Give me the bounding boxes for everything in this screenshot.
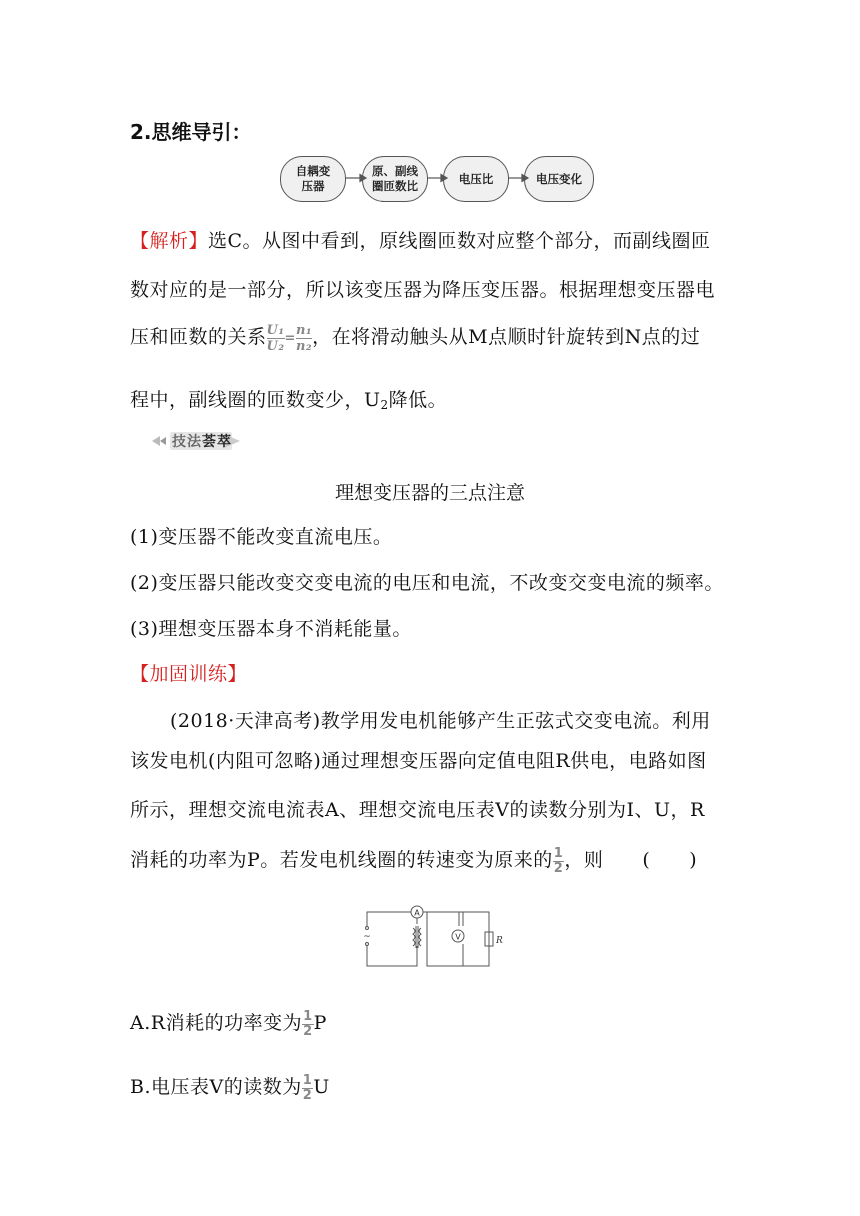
section-heading: 2.思维导引：	[130, 120, 252, 144]
circuit-diagram	[355, 900, 515, 970]
analysis-line-1: 【解析】选C。从图中看到，原线圈匝数对应整个部分，而副线圈匝	[130, 230, 711, 252]
practice-line-4: 消耗的功率为P。若发电机线圈的转速变为原来的 $\frac{1}{2}$ ，则 ( )	[130, 845, 698, 876]
flow-arrows	[340, 170, 600, 186]
source-terminal-top	[366, 927, 369, 930]
option-a: A.R消耗的功率变为 $\frac{1}{2}$ P	[130, 1008, 327, 1039]
resistor-label: R	[496, 936, 503, 946]
fraction-one-half: $\frac{1}{2}$	[553, 845, 564, 876]
option-b: B.电压表V的读数为 $\frac{1}{2}$ U	[130, 1072, 330, 1103]
tip-item-1: (1)变压器不能改变直流电压。	[130, 526, 393, 548]
practice-line-1: (2018·天津高考)教学用发电机能够产生正弦式交变电流。利用	[170, 710, 711, 732]
flow-node-2: 原、副线 圈匝数比	[362, 156, 428, 202]
tips-title: 理想变压器的三点注意	[334, 482, 525, 504]
badge-text: 技法荟萃	[172, 434, 232, 450]
analysis-label: 【解析】	[130, 230, 209, 252]
practice-label: 【加固训练】	[130, 663, 248, 685]
flow-node-3: 电压比	[443, 156, 509, 202]
analysis-line-2: 数对应的是一部分，所以该变压器为降压变压器。根据理想变压器电	[130, 279, 716, 301]
fraction-one-half: $\frac{1}{2}$	[303, 1008, 313, 1039]
source-terminal-bottom	[366, 943, 369, 946]
ac-source-symbol: ~	[363, 932, 371, 942]
tip-item-2: (2)变压器只能改变交变电流的电压和电流，不改变交变电流的频率。	[130, 572, 724, 594]
ratio-formula: $\frac{\text{U₁}}{\text{U₂}}$ = $\frac{\text{n₁}}{\text{n₂}}$	[266, 322, 313, 354]
voltmeter-label: V	[455, 932, 461, 942]
analysis-line-4: 程中，副线圈的匝数变少，$U_2$降低。	[130, 389, 448, 412]
practice-line-2: 该发电机(内阻可忽略)通过理想变压器向定值电阻R供电，电路如图	[130, 750, 707, 772]
ammeter-label: A	[414, 908, 420, 918]
flow-node-1: 自耦变 压器	[280, 156, 346, 202]
practice-line-3: 所示，理想交流电流表A、理想交流电压表V的读数分别为I、U，R	[130, 799, 705, 821]
tip-item-3: (3)理想变压器本身不消耗能量。	[130, 618, 412, 640]
fraction-one-half: $\frac{1}{2}$	[302, 1072, 313, 1103]
analysis-line-3: 压和匝数的关系 $\frac{\text{U₁}}{\text{U₂}}$ = $\frac{\text{n₁}}{\text{n₂}}$ ，在将滑动触头从M点顺时针旋转到N点的过	[130, 322, 701, 354]
flow-node-4: 电压变化	[524, 156, 594, 202]
